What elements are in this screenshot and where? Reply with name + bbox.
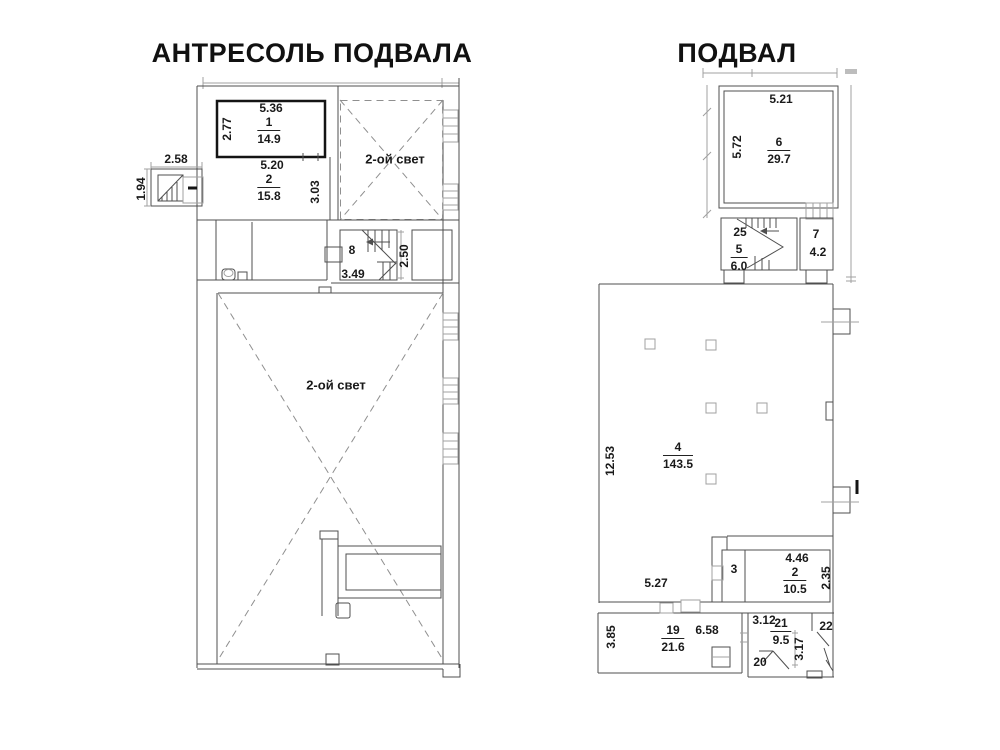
dim-room1-height: 2.77 (220, 117, 234, 141)
dim-room4-height: 12.53 (603, 445, 617, 477)
room1-number: 1 (257, 115, 280, 131)
room22-number: 22 (819, 619, 833, 633)
room2-label (257, 172, 280, 202)
dim-annex-height: 1.94 (134, 177, 148, 201)
room2r-number: 2 (783, 565, 806, 581)
sink-fixture (238, 272, 247, 280)
dim-room19-height: 3.85 (604, 625, 618, 649)
window-hatch (443, 110, 458, 210)
dim-room2-height: 3.03 (308, 180, 322, 204)
room5-area: 6.0 (730, 259, 748, 273)
left-plan-linework (144, 77, 460, 677)
room21-number: 21 (770, 616, 791, 632)
room-7-outline (800, 218, 833, 270)
annex-stairs (144, 162, 203, 206)
window-hatch (443, 313, 458, 464)
room1-area: 14.9 (257, 132, 281, 146)
right-plan-title: ПОДВАЛ (677, 38, 797, 68)
room6-label (767, 135, 790, 165)
room19-area: 21.6 (661, 640, 685, 654)
svet-main-label: 2-ой свет (306, 377, 366, 393)
left-plan-title: АНТРЕСОЛЬ ПОДВАЛА (151, 38, 473, 68)
svet-top-label: 2-ой свет (365, 151, 425, 167)
room3-number: 3 (730, 562, 738, 576)
room7-area: 4.2 (809, 245, 827, 259)
door-passage (325, 247, 342, 262)
room7-number: 7 (812, 227, 820, 241)
dim-room4-bottom-width: 5.27 (644, 576, 668, 590)
dim-room2-width: 5.20 (260, 158, 284, 172)
dim-mark (845, 69, 857, 74)
dim-annex-width: 2.58 (164, 152, 188, 166)
room8-area: 3.49 (341, 267, 365, 281)
room19-label (661, 623, 684, 653)
room21-area: 9.5 (772, 633, 790, 647)
wc-room (197, 220, 327, 280)
room4-area: 143.5 (662, 457, 694, 471)
room21-label (770, 616, 791, 646)
pit-structure (320, 531, 441, 665)
dim-room2r-width: 4.46 (785, 551, 809, 565)
room2-area: 15.8 (257, 189, 281, 203)
side-room (412, 230, 452, 280)
room4-label (663, 440, 693, 470)
room19-number: 19 (661, 623, 684, 639)
room6-number: 6 (767, 135, 790, 151)
dim-room2r-height: 2.35 (819, 566, 833, 590)
room2r-label (783, 565, 806, 595)
dim-room21-width: 3.12 (752, 613, 776, 627)
room8-number: 8 (348, 243, 356, 257)
room5-label (731, 242, 748, 272)
dim-room1-width: 5.36 (259, 101, 283, 115)
room2r-area: 10.5 (783, 582, 807, 596)
room20-number: 20 (753, 655, 767, 669)
dim-room21-height: 3.17 (792, 637, 806, 661)
room5-number: 5 (731, 242, 748, 258)
dim-room19-width: 6.58 (695, 623, 719, 637)
room25-number: 25 (733, 225, 747, 239)
room6-area: 29.7 (767, 152, 791, 166)
room2-number: 2 (257, 172, 280, 188)
room1-label (257, 115, 280, 145)
dim-room6-width: 5.21 (769, 92, 793, 106)
dim-stair-width: 2.50 (397, 244, 411, 268)
room4-number: 4 (663, 440, 693, 456)
dim-room6-height: 5.72 (730, 135, 744, 159)
